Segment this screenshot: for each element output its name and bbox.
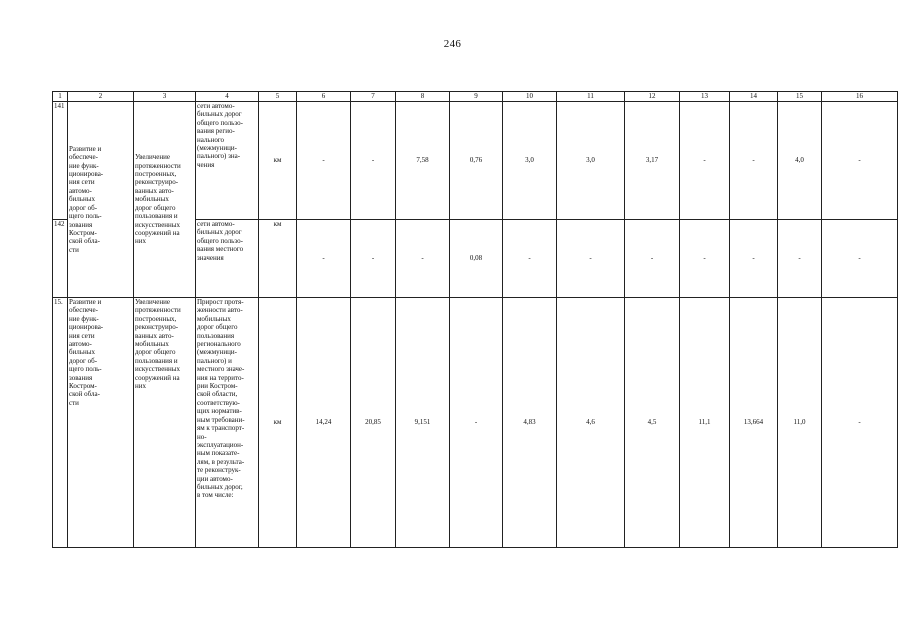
column-header: 12	[625, 92, 680, 102]
value-cell: 14,24	[297, 298, 351, 548]
table-row	[53, 102, 898, 220]
value-cell: 4,5	[625, 298, 680, 548]
value-cell: 3,0	[503, 102, 557, 220]
value-cell: -	[351, 102, 396, 220]
column-header: 6	[297, 92, 351, 102]
table-row	[53, 298, 898, 548]
value-cell: -	[822, 102, 898, 220]
unit-cell: км	[259, 220, 297, 298]
column-header: 13	[680, 92, 730, 102]
value-cell: -	[730, 220, 778, 298]
indicator-table	[52, 91, 898, 548]
value-cell: -	[730, 102, 778, 220]
goal-cell: Развитие и обеспече- ние функ- ционирова- ния сети автомо- бильных дорог об- щего поль- зования Костром- ской обла- сти	[68, 102, 134, 298]
column-number-row	[53, 92, 898, 102]
value-cell: 20,85	[351, 298, 396, 548]
value-cell: -	[396, 220, 450, 298]
column-header: 1	[53, 92, 68, 102]
value-cell: -	[351, 220, 396, 298]
value-cell: 3,17	[625, 102, 680, 220]
column-header: 2	[68, 92, 134, 102]
column-header: 16	[822, 92, 898, 102]
column-header: 8	[396, 92, 450, 102]
column-header: 11	[557, 92, 625, 102]
row-number: 142	[53, 220, 68, 298]
value-cell: -	[822, 298, 898, 548]
column-header: 10	[503, 92, 557, 102]
value-cell: -	[680, 102, 730, 220]
task-cell: Увеличение протяженности построенных, реконструиро- ванных авто- мобильных дорог общего пользования и искусственных сооружений на них	[134, 298, 196, 548]
value-cell: -	[680, 220, 730, 298]
indicator-cell: сети автомо- бильных дорог общего пользо- вания местного значения	[196, 220, 259, 298]
column-header: 14	[730, 92, 778, 102]
indicator-cell: сети автомо- бильных дорог общего пользо- вания регио- нального (межмуници- пального) зна- чения	[196, 102, 259, 220]
value-cell: -	[297, 102, 351, 220]
value-cell: 4,0	[778, 102, 822, 220]
column-header: 3	[134, 92, 196, 102]
goal-cell: Развитие и обеспече- ние функ- ционирова- ния сети автомо- бильных дорог об- щего поль- зования Костром- ской обла- сти	[68, 298, 134, 548]
value-cell: -	[503, 220, 557, 298]
row-number: 141	[53, 102, 68, 220]
unit-cell: км	[259, 102, 297, 220]
value-cell: 3,0	[557, 102, 625, 220]
column-header: 15	[778, 92, 822, 102]
column-header: 9	[450, 92, 503, 102]
value-cell: 4,6	[557, 298, 625, 548]
value-cell: -	[297, 220, 351, 298]
value-cell: 9,151	[396, 298, 450, 548]
value-cell: 11,1	[680, 298, 730, 548]
value-cell: -	[450, 298, 503, 548]
value-cell: 7,58	[396, 102, 450, 220]
value-cell: -	[557, 220, 625, 298]
value-cell: -	[822, 220, 898, 298]
value-cell: 0,08	[450, 220, 503, 298]
column-header: 5	[259, 92, 297, 102]
column-header: 4	[196, 92, 259, 102]
value-cell: -	[778, 220, 822, 298]
row-number: 15.	[53, 298, 68, 548]
value-cell: -	[625, 220, 680, 298]
value-cell: 11,0	[778, 298, 822, 548]
value-cell: 4,83	[503, 298, 557, 548]
page-number: 246	[443, 38, 462, 50]
task-cell: Увеличение протяженности построенных, реконструиро- ванных авто- мобильных дорог общего пользования и искусственных сооружений на них	[134, 102, 196, 298]
unit-cell: км	[259, 298, 297, 548]
value-cell: 0,76	[450, 102, 503, 220]
value-cell: 13,664	[730, 298, 778, 548]
indicator-cell: Прирост протя- женности авто- мобильных дорог общего пользования регионального (межмуници- пального) и местного значе- ния на террито- рии Костром- ской области, соответствую- щих норматив- ным требовани- ям к транспорт- но- эксплуатацион- ным показате- лям, в результа- те реконструк- ции автомо- бильных дорог, в том числе:	[196, 298, 259, 548]
column-header: 7	[351, 92, 396, 102]
